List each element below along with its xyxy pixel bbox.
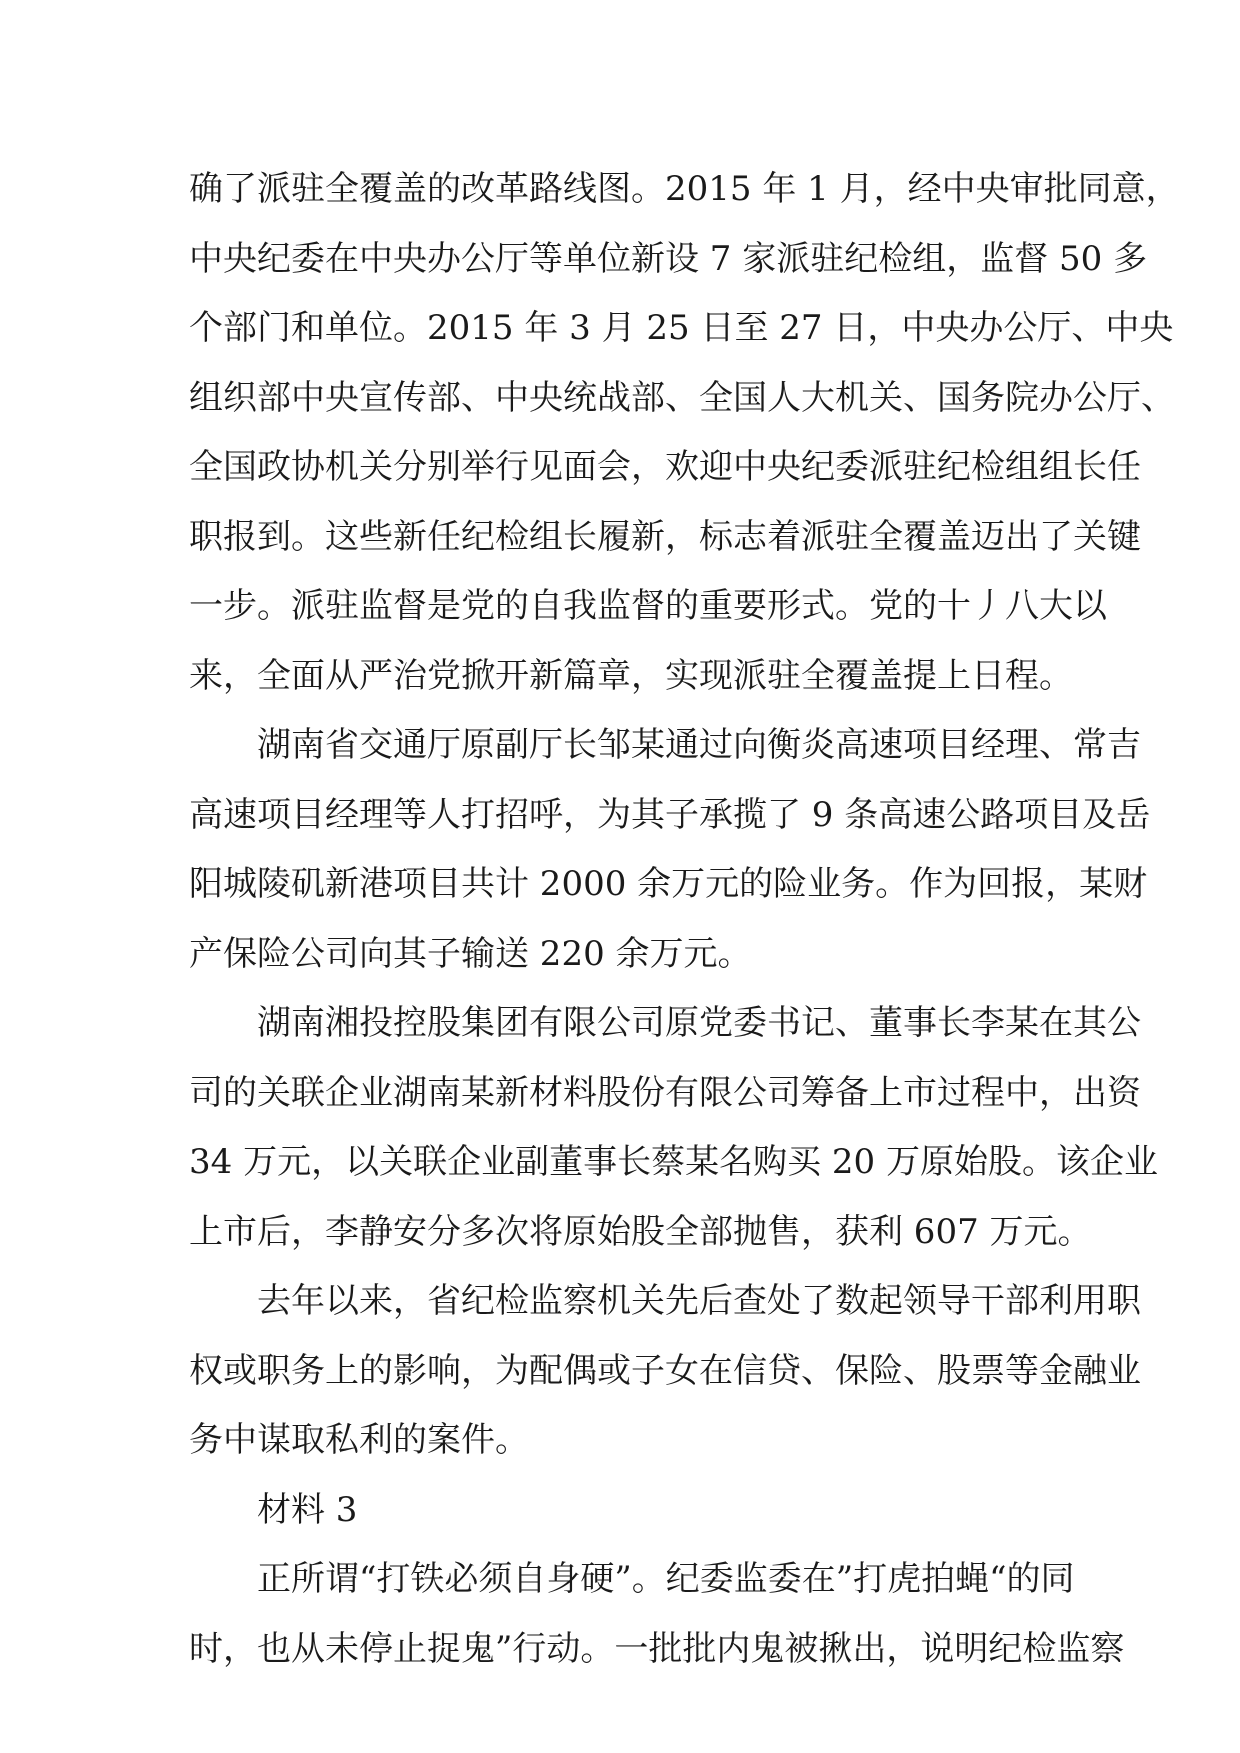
text-line: 一步。派驻监督是党的自我监督的重要形式。党的十丿八大以	[189, 586, 1107, 626]
text-line: 权或职务上的影响，为配偶或子女在信贷、保险、股票等金融业	[189, 1350, 1141, 1391]
text-line: 产保险公司向其子输送 220 余万元。	[189, 933, 752, 974]
text-line: 来，全面从严治党掀开新篇章，实现派驻全覆盖提上日程。	[189, 655, 1073, 696]
text-line: 时，也从未停止捉鬼”行动。一批批内鬼被揪出，说明纪检监察	[189, 1628, 1125, 1669]
section-heading: 材料 3	[257, 1489, 358, 1530]
text-line: 个部门和单位。2015 年 3 月 25 日至 27 日，中央办公厅、中央	[189, 308, 1174, 348]
text-line: 34 万元，以关联企业副董事长蔡某名购买 20 万原始股。该企业	[189, 1142, 1158, 1182]
text-line: 确了派驻全覆盖的改革路线图。2015 年 1 月，经中央审批同意，	[189, 169, 1180, 209]
text-line-paragraph-start: 湖南湘投控股集团有限公司原党委书记、董事长李某在其公	[257, 1003, 1141, 1043]
text-line: 高速项目经理等人打招呼，为其子承揽了 9 条高速公路项目及岳	[189, 794, 1151, 835]
text-line: 司的关联企业湖南某新材料股份有限公司筹备上市过程中，出资	[189, 1072, 1141, 1113]
text-line: 务中谋取私利的案件。	[189, 1420, 529, 1460]
text-line: 全国政协机关分别举行见面会，欢迎中央纪委派驻纪检组组长任	[189, 447, 1141, 487]
text-line: 上市后，李静安分多次将原始股全部抛售，获利 607 万元。	[189, 1211, 1092, 1252]
document-body	[189, 155, 1180, 1684]
text-line-paragraph-start: 正所谓“打铁必须自身硬”。纪委监委在”打虎拍蝇“的同	[257, 1559, 1075, 1599]
text-line-paragraph-start: 去年以来，省纪检监察机关先后查处了数起领导干部利用职	[257, 1281, 1141, 1321]
text-line-paragraph-start: 湖南省交通厅原副厅长邹某通过向衡炎高速项目经理、常吉	[257, 725, 1141, 765]
text-line: 阳城陵矶新港项目共计 2000 余万元的险业务。作为回报，某财	[189, 864, 1148, 904]
text-line: 中央纪委在中央办公厅等单位新设 7 家派驻纪检组，监督 50 多	[189, 238, 1148, 279]
text-line: 职报到。这些新任纪检组长履新，标志着派驻全覆盖迈出了关键	[189, 516, 1141, 557]
text-line: 组织部中央宣传部、中央统战部、全国人大机关、国务院办公厅、	[189, 377, 1175, 418]
